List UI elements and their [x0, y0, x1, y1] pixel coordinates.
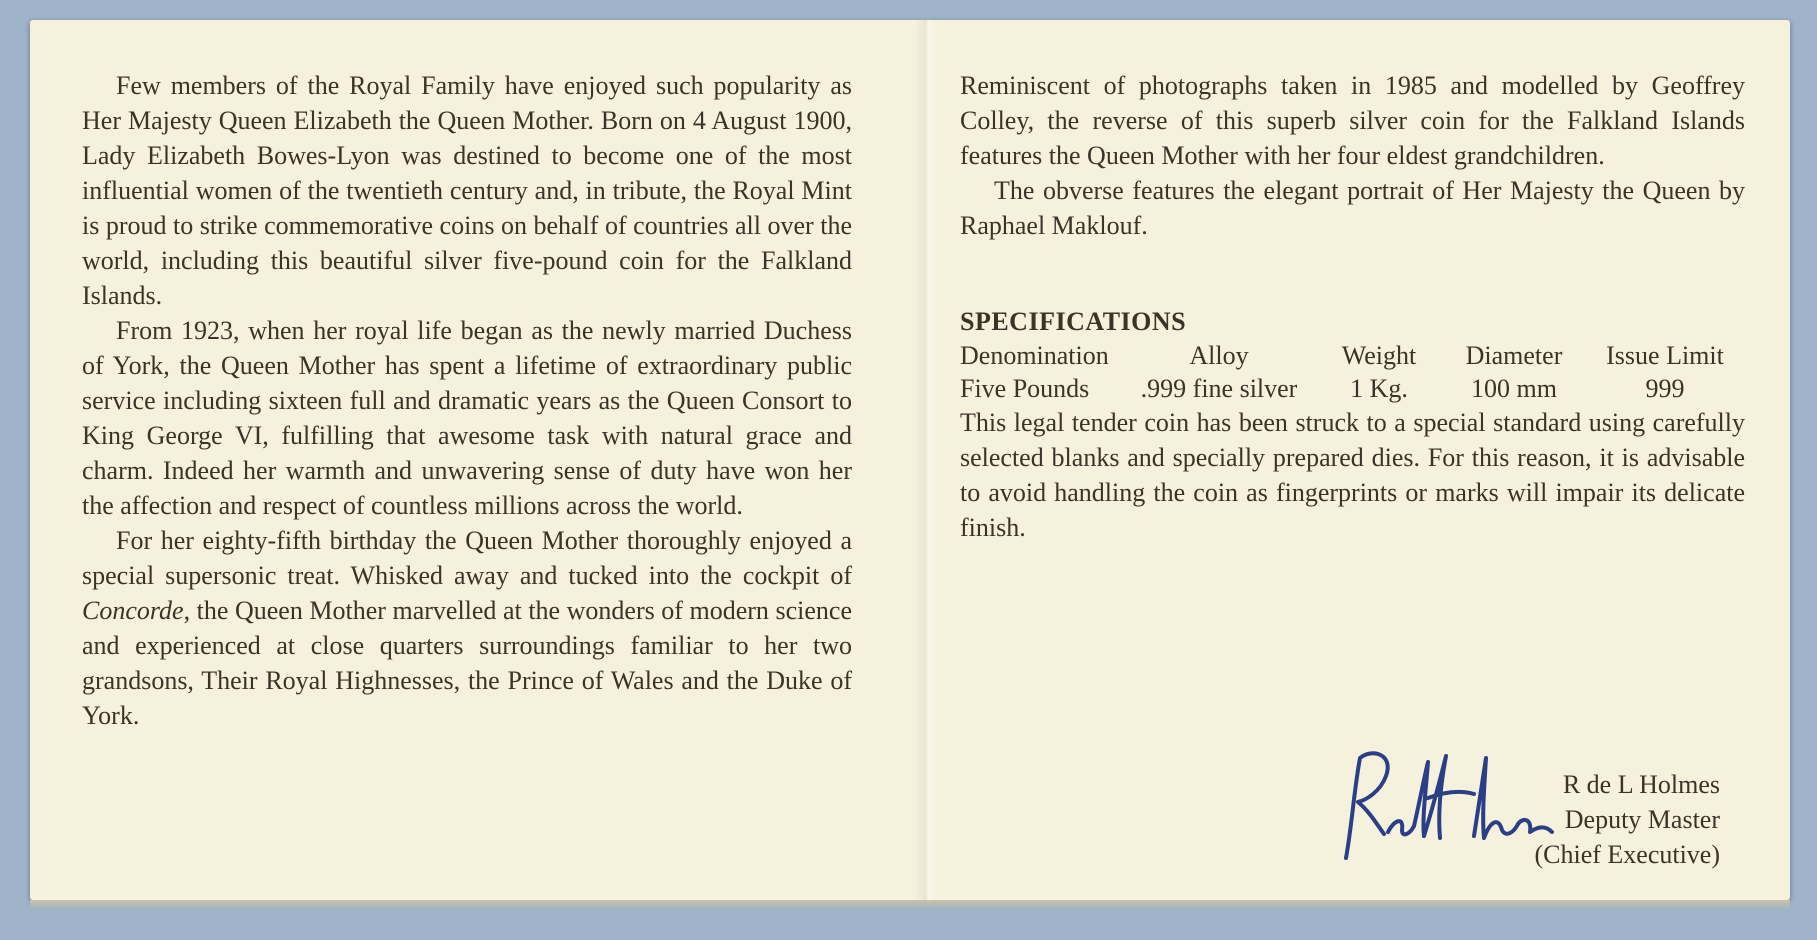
spec-value-row: [960, 372, 1742, 405]
concorde-italic: Concorde: [82, 596, 184, 625]
spec-value-denomination: Five Pounds: [960, 374, 1090, 403]
handwritten-signature: [1324, 740, 1564, 870]
legal-tender-note: This legal tender coin has been struck to a special standard using carefully selected blanks and specially prepared dies. For this reason, it is advisable to avoid handling the coin as fingerprints or marks will impair its delicate finish.: [960, 408, 1745, 542]
signatory-name: R de L Holmes: [1562, 770, 1720, 799]
history-paragraph-1: Few members of the Royal Family have enjoyed such popularity as Her Majesty Queen Elizabeth the Queen Mother. Born on 4 August 1900, Lady Elizabeth Bowes-Lyon was destined to become one of the most influential women of the twentieth century and, in tribute, the Royal Mint is proud to strike commemorative coins on behalf of countries all over the world, including this beautiful silver five-pound coin for the Falkland Islands.: [82, 71, 852, 310]
reverse-description: Reminiscent of photographs taken in 1985 and modelled by Geoffrey Colley, the reverse of this superb silver coin for the Falkland Islands features the Queen Mother with her four eldest grandchildren.: [960, 71, 1745, 170]
spec-value-issue-limit: 999: [1645, 374, 1685, 403]
spec-header-alloy: Alloy: [1189, 341, 1249, 370]
signatory-block: [1534, 767, 1720, 872]
history-paragraph-3: [82, 523, 852, 733]
specifications-table: [960, 339, 1742, 405]
spec-header-weight: Weight: [1341, 341, 1417, 370]
para3-text-after: , the Queen Mother marvelled at the wonders of modern science and experienced at close quarters surroundings familiar to her two grandsons, Their Royal Highnesses, the Prince of Wales and the Duke of York.: [82, 596, 852, 730]
signatory-title: (Chief Executive): [1534, 840, 1720, 869]
left-column: [82, 68, 852, 733]
card-bottom-edge: [30, 900, 1790, 910]
history-paragraph-2: From 1923, when her royal life began as the newly married Duchess of York, the Queen Mother has spent a lifetime of extraordinary public service including sixteen full and dramatic years as the Queen Consort to King George VI, fulfilling that awesome task with natural grace and charm. Indeed her warmth and unwavering sense of duty have won her the affection and respect of countless millions across the world.: [82, 316, 852, 520]
spec-value-diameter: 100 mm: [1471, 374, 1557, 403]
para3-text-before: For her eighty-fifth birthday the Queen Mother thoroughly enjoyed a special supersonic treat. Whisked away and tucked into the cockpit of: [82, 526, 852, 590]
spec-header-issue-limit: Issue Limit: [1606, 341, 1724, 370]
spec-header-row: [960, 339, 1742, 372]
obverse-description: The obverse features the elegant portrait of Her Majesty the Queen by Raphael Maklouf.: [960, 176, 1745, 240]
spec-header-diameter: Diameter: [1465, 341, 1563, 370]
certificate-card: [30, 20, 1790, 900]
spec-value-weight: 1 Kg.: [1350, 374, 1408, 403]
signatory-role: Deputy Master: [1564, 805, 1720, 834]
right-column: [960, 68, 1745, 545]
spec-value-alloy: .999 fine silver: [1140, 374, 1298, 403]
specifications-title: SPECIFICATIONS: [960, 307, 1187, 336]
spec-header-denomination: Denomination: [960, 341, 1109, 370]
card-fold: [915, 20, 939, 900]
